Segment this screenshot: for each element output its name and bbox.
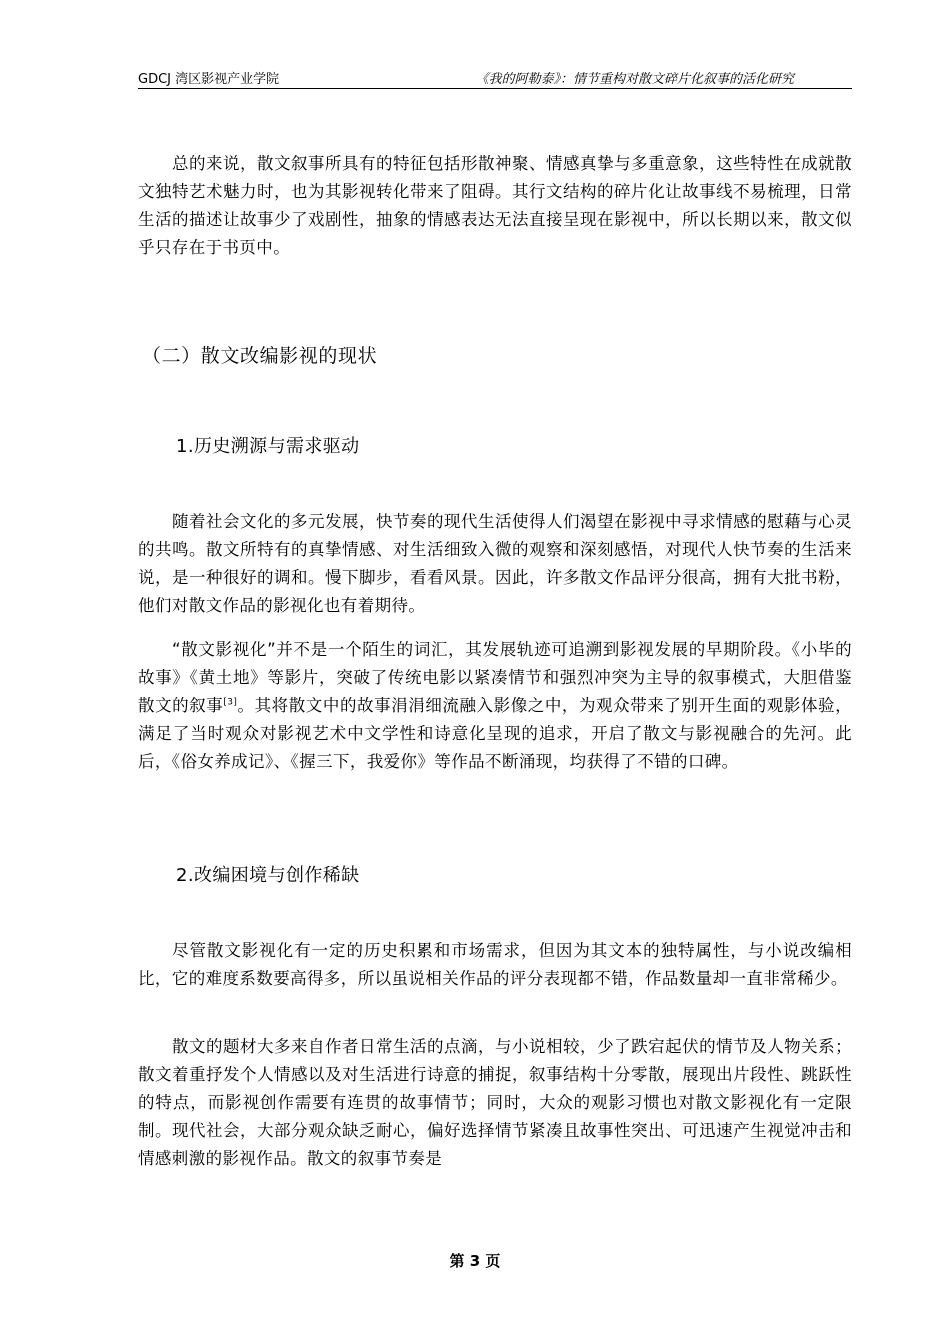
- paragraph-reasons: 散文的题材大多来自作者日常生活的点滴，与小说相较，少了跌宕起伏的情节及人物关系；散文着重抒发个人情感以及对生活进行诗意的捕捉，叙事结构十分零散，展现出片段性、跳跃性的特点，而影视创作需要有连贯的故事情节；同时，大众的观影习惯也对散文影视化有一定限制。现代社会，大部分观众缺乏耐心，偏好选择情节紧凑且故事性突出、可迅速产生视觉冲击和情感刺激的影视作品。散文的叙事节奏是: [138, 1037, 852, 1168]
- citation-3: [3]: [223, 697, 238, 708]
- section-heading-2: （二）散文改编影视的现状: [142, 345, 378, 367]
- header-institution: GDCJ 湾区影视产业学院: [138, 72, 280, 87]
- history-text-after-citation: 。其将散文中的故事涓涓细流融入影像之中，为观众带来了别开生面的观影体验，满足了当时观众对影视艺术中文学性和诗意化呈现的追求，开启了散文与影视融合的先河。此后，《俗女养成记》、《握三下，我爱你》等作品不断涌现，均获得了不错的口碑。: [138, 696, 852, 771]
- paragraph-summary: 总的来说，散文叙事所具有的特征包括形散神聚、情感真挚与多重意象，这些特性在成就散文独特艺术魅力时，也为其影视转化带来了阻碍。其行文结构的碎片化让故事线不易梳理，日常生活的描述让故事少了戏剧性，抽象的情感表达无法直接呈现在影视中，所以长期以来，散文似乎只存在于书页中。: [138, 154, 852, 257]
- history-text-before-citation: “散文影视化”并不是一个陌生的词汇，其发展轨迹可追溯到影视发展的早期阶段。《小毕的故事》《黄土地》等影片，突破了传统电影以紧凑情节和强烈冲突为主导的叙事模式，大胆借鉴散文的叙事: [138, 640, 852, 715]
- paragraph-demand: 随着社会文化的多元发展，快节奏的现代生活使得人们渴望在影视中寻求情感的慰藉与心灵的共鸣。散文所特有的真挚情感、对生活细致入微的观察和深刻感悟，对现代人快节奏的生活来说，是一种很好的调和。慢下脚步，看看风景。因此，许多散文作品评分很高，拥有大批书粉，他们对散文作品的影视化也有着期待。: [138, 512, 852, 615]
- paragraph-history: [138, 636, 852, 776]
- paragraph-difficulty: 尽管散文影视化有一定的历史积累和市场需求，但因为其文本的独特属性，与小说改编相比，它的难度系数要高得多，所以虽说相关作品的评分表现都不错，作品数量却一直非常稀少。: [138, 941, 852, 988]
- header-paper-title: 《我的阿勒泰》：情节重构对散文碎片化叙事的活化研究: [475, 72, 794, 87]
- page-header: [138, 66, 852, 89]
- page-number: 第 3 页: [449, 1252, 501, 1270]
- subsection-heading-2: 2.改编困境与创作稀缺: [176, 865, 360, 886]
- subsection-heading-1: 1.历史溯源与需求驱动: [176, 436, 360, 457]
